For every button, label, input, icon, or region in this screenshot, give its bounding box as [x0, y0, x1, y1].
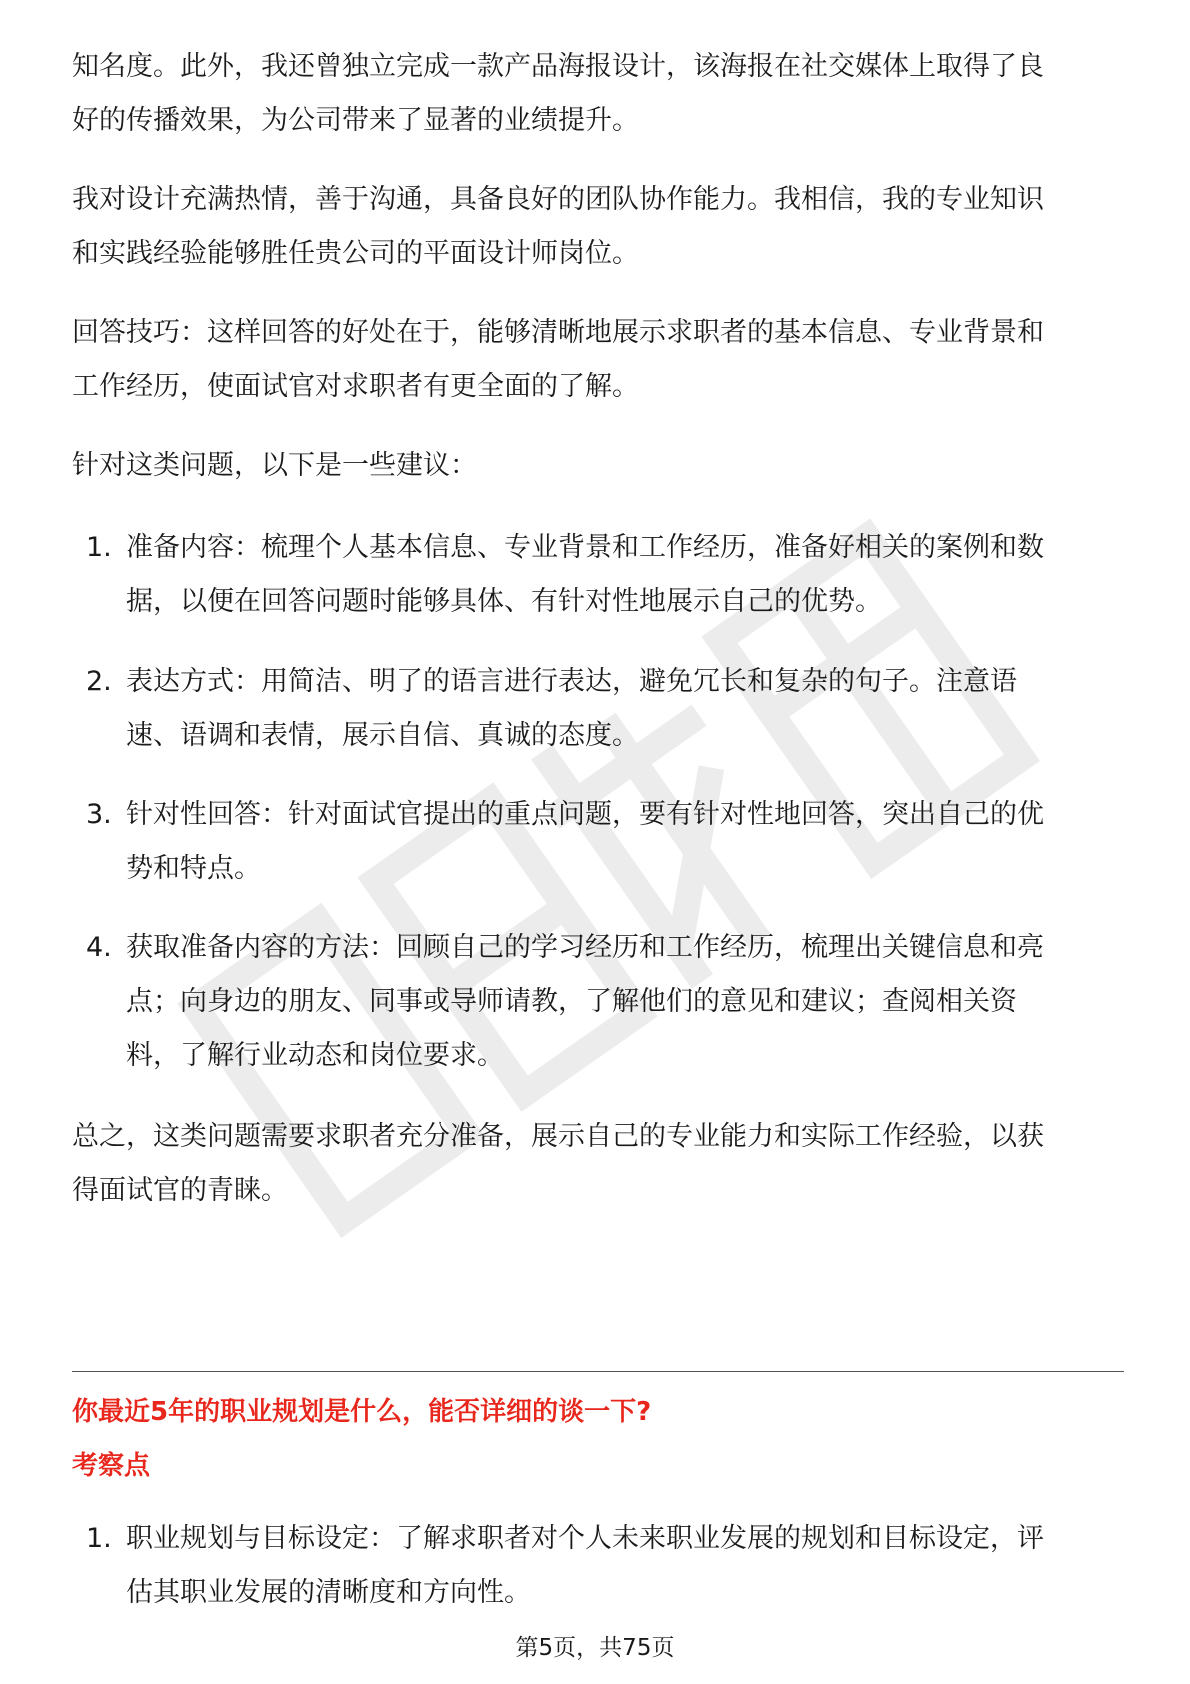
section-divider	[72, 1371, 1124, 1372]
paragraph-line: 我对设计充满热情，善于沟通，具备良好的团队协作能力。我相信，我的专业知识	[72, 184, 1044, 215]
summary-line: 总之，这类问题需要求职者充分准备，展示自己的专业能力和实际工作经验，以获	[72, 1121, 1044, 1152]
list-number: 1.	[86, 1523, 112, 1554]
list-line: 针对性回答：针对面试官提出的重点问题，要有针对性地回答，突出自己的优	[126, 799, 1044, 830]
question-subheading: 考察点	[72, 1451, 151, 1481]
list-line: 速、语调和表情，展示自信、真诚的态度。	[126, 720, 639, 751]
list-number: 1.	[86, 532, 112, 563]
list-line: 点；向身边的朋友、同事或导师请教，了解他们的意见和建议；查阅相关资	[126, 986, 1017, 1017]
paragraph-line: 知名度。此外，我还曾独立完成一款产品海报设计，该海报在社交媒体上取得了良	[72, 51, 1044, 82]
summary-line: 得面试官的青睐。	[72, 1175, 288, 1206]
list-line: 表达方式：用简洁、明了的语言进行表达，避免冗长和复杂的句子。注意语	[126, 666, 1017, 697]
paragraph-line: 回答技巧：这样回答的好处在于，能够清晰地展示求职者的基本信息、专业背景和	[72, 317, 1044, 348]
list-line: 职业规划与目标设定：了解求职者对个人未来职业发展的规划和目标设定，评	[126, 1523, 1044, 1554]
list-line: 据，以便在回答问题时能够具体、有针对性地展示自己的优势。	[126, 586, 882, 617]
list-line: 获取准备内容的方法：回顾自己的学习经历和工作经历，梳理出关键信息和亮	[126, 932, 1044, 963]
paragraph-line: 和实践经验能够胜任贵公司的平面设计师岗位。	[72, 238, 639, 269]
question-title: 你最近5年的职业规划是什么，能否详细的谈一下?	[72, 1397, 652, 1427]
list-number: 4.	[86, 932, 112, 963]
list-number: 2.	[86, 666, 112, 697]
paragraph-line: 针对这类问题，以下是一些建议：	[72, 450, 477, 481]
list-line: 料，了解行业动态和岗位要求。	[126, 1040, 504, 1071]
paragraph-line: 工作经历，使面试官对求职者有更全面的了解。	[72, 371, 639, 402]
list-line: 估其职业发展的清晰度和方向性。	[126, 1577, 531, 1608]
page-number: 第5页，共75页	[515, 1635, 675, 1661]
list-line: 准备内容：梳理个人基本信息、专业背景和工作经历，准备好相关的案例和数	[126, 532, 1044, 563]
paragraph-line: 好的传播效果，为公司带来了显著的业绩提升。	[72, 105, 639, 136]
list-number: 3.	[86, 799, 112, 830]
list-line: 势和特点。	[126, 853, 261, 884]
